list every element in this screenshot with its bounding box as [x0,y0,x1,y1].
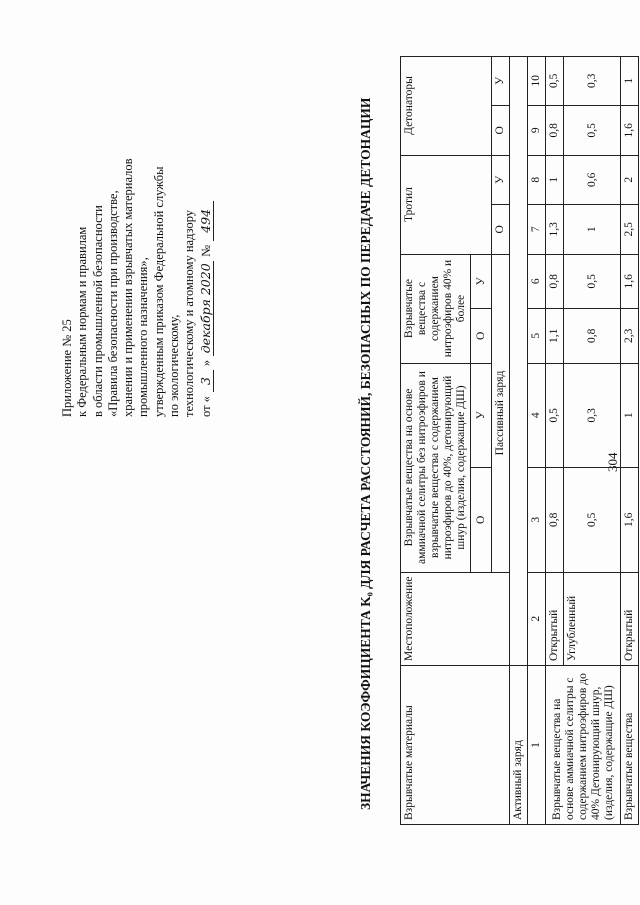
table-cell: 2,3 [621,309,639,364]
header-buried: У [492,56,510,106]
table-cell: 0,5 [564,468,621,573]
date-day: 3 [198,370,214,392]
order-number: 494 [198,201,214,241]
row-location: Углубленный [564,572,621,665]
header-group-1: Взрывчатые вещества на основе аммиачной селитры без нитроэфиров и взрывчатые вещества с содержанием нитроэфиров до 40%, детонирующий шнур (изделия, содержащие ДШ) [401,363,471,572]
coefficient-table [400,56,639,825]
row-material: Взрывчатые вещества на основе аммиачной селитры с содержанием нитроэфиров до 40% Детонирующий шнур, (изделия, содержащие ДШ) [546,666,621,825]
appendix-line: хранении и применении взрывчатых материалов [121,158,136,417]
table-cell: 0,5 [564,254,621,309]
table-header-row [401,56,471,824]
column-number: 1 [528,666,546,825]
column-number: 8 [528,155,546,205]
table-cell: 0,5 [564,106,621,156]
active-charge-spacer [510,56,528,665]
table-cell: 0,3 [564,56,621,106]
table-cell: 1,6 [621,254,639,309]
header-materials: Взрывчатые материалы [401,666,510,825]
column-number: 6 [528,254,546,309]
header-group-3: Тротил [401,155,492,254]
column-number: 4 [528,363,546,468]
appendix-date-line [198,0,214,417]
table-cell: 1 [564,205,621,255]
column-number: 2 [528,572,546,665]
header-open: О [471,309,492,364]
table-cell: 0,3 [564,363,621,468]
table-cell: 0,8 [546,106,564,156]
date-mid: » [198,359,213,367]
table-cell: 1,6 [621,106,639,156]
table-cell: 1,1 [546,309,564,364]
appendix-line: к Федеральным нормам и правилам [75,226,90,417]
table-cell: 0,8 [564,309,621,364]
active-charge-row [510,56,528,824]
table-cell: 1 [621,56,639,106]
column-number: 9 [528,106,546,156]
date-prefix: от « [198,396,213,417]
table-row [546,56,564,824]
header-group-2: Взрывчатые вещества с содержанием нитроэфиров 40% и более [401,254,471,363]
header-group-4: Детонаторы [401,56,492,155]
table-cell: 0,5 [546,56,564,106]
row-location: Открытый [621,572,639,665]
row-material: Взрывчатые вещества [621,666,639,825]
header-open: О [492,106,510,156]
date-month-year: декабря 2020 [198,261,214,356]
date-number-label: № [198,244,213,257]
table-cell: 1 [546,155,564,205]
table-cell: 1 [621,363,639,468]
table-cell: 2,5 [621,205,639,255]
appendix-line: Приложение № 25 [60,319,74,417]
header-buried: У [492,155,510,205]
appendix-line: «Правила безопасности при производстве, [105,190,120,417]
table-cell: 2 [621,155,639,205]
table-cell: 0,8 [546,254,564,309]
table-cell: 0,8 [546,468,564,573]
column-number: 5 [528,309,546,364]
table-cell: 0,5 [546,363,564,468]
column-number-row [528,56,546,824]
appendix-line: технологическому и атомному надзору [182,209,197,417]
appendix-line: по экологическому, [167,314,182,417]
appendix-line: в области промышленной безопасности [90,205,105,417]
column-number: 7 [528,205,546,255]
table-cell: 0,6 [564,155,621,205]
appendix-line: утвержденным приказом Федеральной службы [151,166,166,417]
header-open: О [492,205,510,255]
page-number: 304 [605,452,620,472]
header-open: О [471,468,492,573]
appendix-line: промышленного назначения», [136,257,151,417]
header-buried: У [471,363,492,468]
header-active-charge: Активный заряд [510,666,528,825]
header-passive-charge: Пассивный заряд [492,254,510,572]
table-row [621,56,639,824]
table-cell: 1,3 [546,205,564,255]
table-cell: 1,6 [621,468,639,573]
row-location: Открытый [546,572,564,665]
column-number: 3 [528,468,546,573]
header-buried: У [471,254,492,309]
page-title: ЗНАЧЕНИЯ КОЭФФИЦИЕНТА K₀ ДЛЯ РАСЧЕТА РАССТОЯНИЙ, БЕЗОПАСНЫХ ПО ПЕРЕДАЧЕ ДЕТОНАЦИИ [358,97,373,810]
column-number: 10 [528,56,546,106]
appendix-header [60,0,214,417]
header-location: Местоположение [401,572,510,665]
